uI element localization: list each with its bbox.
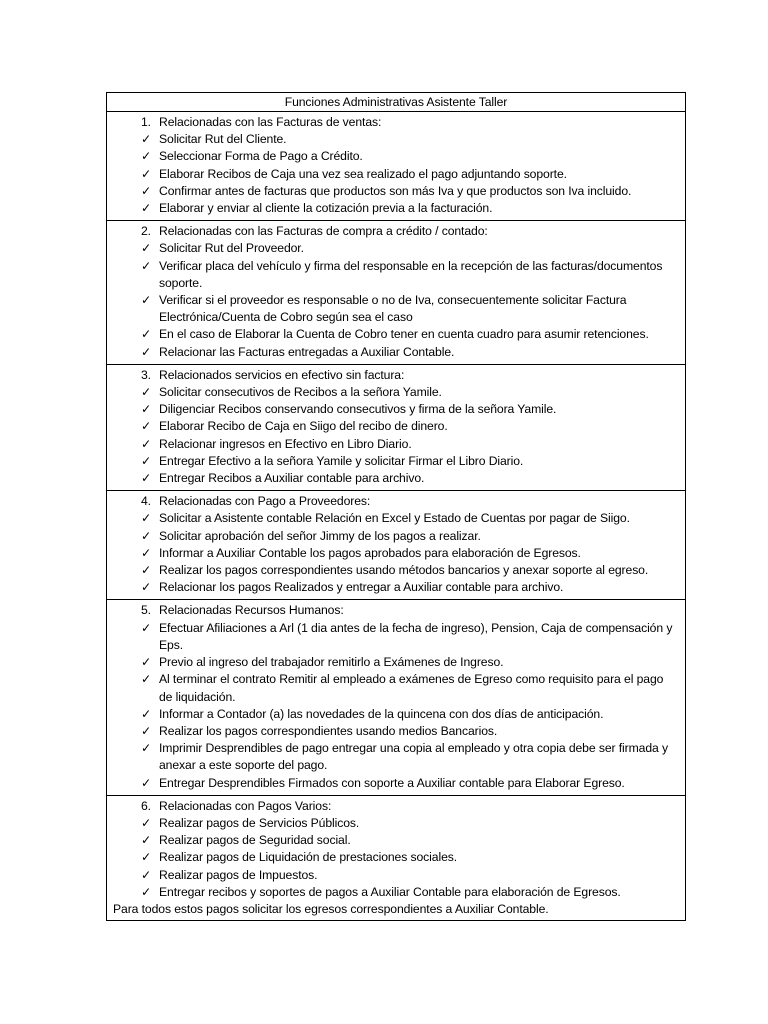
section-heading-text: Relacionados servicios en efectivo sin factura: — [159, 367, 405, 382]
section-cell — [107, 795, 686, 920]
list-item — [107, 723, 685, 740]
section-number: 1. — [141, 115, 151, 129]
list-item — [107, 815, 685, 832]
section-row — [107, 221, 686, 365]
list-item-text: Solicitar Rut del Cliente. — [159, 132, 287, 147]
checkmark-icon: ✓ — [141, 884, 152, 899]
list-item-text: Realizar pagos de Impuestos. — [159, 867, 318, 882]
checkmark-icon: ✓ — [141, 344, 152, 359]
section-heading — [107, 367, 685, 384]
section-row — [107, 491, 686, 600]
section-row — [107, 112, 686, 221]
section-heading-text: Relacionadas con Pagos Varios: — [159, 798, 332, 813]
list-item — [107, 775, 685, 792]
checkmark-icon: ✓ — [141, 436, 152, 451]
list-item-text: Efectuar Afiliaciones a Arl (1 dia antes de la fecha de ingreso), Pension, Caja de compensación y Eps. — [159, 620, 673, 652]
list-item — [107, 654, 685, 671]
section-heading-text: Relacionadas Recursos Humanos: — [159, 603, 344, 618]
checkmark-icon: ✓ — [141, 327, 152, 342]
title-row — [107, 93, 686, 112]
section-row — [107, 795, 686, 920]
list-item — [107, 326, 685, 343]
list-item — [107, 401, 685, 418]
list-item-text: Realizar los pagos correspondientes usando métodos bancarios y anexar soporte al egreso. — [159, 563, 649, 578]
checkmark-icon: ✓ — [141, 775, 152, 790]
section-row — [107, 600, 686, 795]
list-item — [107, 470, 685, 487]
section-heading-text: Relacionadas con las Facturas de ventas: — [159, 115, 382, 129]
checkmark-icon: ✓ — [141, 706, 152, 721]
checkmark-icon: ✓ — [141, 580, 152, 595]
section-cell — [107, 600, 686, 795]
list-item-text: Entregar Desprendibles Firmados con soporte a Auxiliar contable para Elaborar Egreso. — [159, 775, 625, 790]
list-item-text: Al terminar el contrato Remitir al empleado a exámenes de Egreso como requisito para el pago de liquidación. — [159, 672, 664, 704]
checkmark-icon: ✓ — [141, 545, 152, 560]
footer-note: Para todos estos pagos solicitar los egresos correspondientes a Auxiliar Contable. — [113, 901, 549, 916]
section-heading — [107, 223, 685, 240]
checkmark-icon: ✓ — [141, 471, 152, 486]
list-item — [107, 258, 685, 292]
section-number: 6. — [141, 798, 151, 813]
section-heading — [107, 798, 685, 815]
list-item-text: Imprimir Desprendibles de pago entregar una copia al empleado y otra copia debe ser firmada y anexar a este soporte del pago. — [159, 741, 668, 773]
list-item-text: Entregar recibos y soportes de pagos a Auxiliar Contable para elaboración de Egresos. — [159, 884, 621, 899]
list-item — [107, 545, 685, 562]
list-item-text: Realizar los pagos correspondientes usando medios Bancarios. — [159, 723, 498, 738]
list-item-text: Entregar Efectivo a la señora Yamile y solicitar Firmar el Libro Diario. — [159, 453, 524, 468]
list-item — [107, 832, 685, 849]
checkmark-icon: ✓ — [141, 201, 152, 216]
list-item — [107, 562, 685, 579]
checkmark-icon: ✓ — [141, 166, 152, 181]
list-item — [107, 240, 685, 257]
list-item — [107, 200, 685, 217]
checkmark-icon: ✓ — [141, 132, 152, 147]
list-item-text: En el caso de Elaborar la Cuenta de Cobro tener en cuenta cuadro para asumir retenciones. — [159, 327, 649, 342]
list-item-text: Verificar si el proveedor es responsable o no de Iva, consecuentemente solicitar Factura Electrónica/Cuenta de Cobro según sea el caso — [159, 293, 627, 325]
checkmark-icon: ✓ — [141, 741, 152, 756]
section-row — [107, 364, 686, 490]
list-item-text: Solicitar consecutivos de Recibos a la señora Yamile. — [159, 385, 442, 400]
list-item — [107, 528, 685, 545]
checkmark-icon: ✓ — [141, 620, 152, 635]
list-item — [107, 706, 685, 723]
list-item — [107, 453, 685, 470]
checkmark-icon: ✓ — [141, 867, 152, 882]
list-item-text: Previo al ingreso del trabajador remitirlo a Exámenes de Ingreso. — [159, 655, 504, 670]
checkmark-icon: ✓ — [141, 241, 152, 256]
section-heading-text: Relacionadas con las Facturas de compra a crédito / contado: — [159, 224, 488, 239]
list-item — [107, 867, 685, 884]
section-heading — [107, 493, 685, 510]
checkmark-icon: ✓ — [141, 815, 152, 830]
list-item — [107, 671, 685, 705]
checkmark-icon: ✓ — [141, 850, 152, 865]
section-cell — [107, 221, 686, 365]
checkmark-icon: ✓ — [141, 258, 152, 273]
table-title: Funciones Administrativas Asistente Taller — [107, 93, 686, 112]
checkmark-icon: ✓ — [141, 419, 152, 434]
list-item-text: Solicitar aprobación del señor Jimmy de los pagos a realizar. — [159, 528, 481, 543]
checkmark-icon: ✓ — [141, 453, 152, 468]
list-item-text: Realizar pagos de Liquidación de prestaciones sociales. — [159, 850, 458, 865]
section-cell — [107, 491, 686, 600]
list-item — [107, 436, 685, 453]
list-item-text: Solicitar a Asistente contable Relación en Excel y Estado de Cuentas por pagar de Siigo. — [159, 511, 630, 526]
list-item-text: Relacionar ingresos en Efectivo en Libro Diario. — [159, 436, 412, 451]
checkmark-icon: ✓ — [141, 723, 152, 738]
list-item — [107, 849, 685, 866]
section-heading — [107, 114, 685, 131]
list-item — [107, 131, 685, 148]
checkmark-icon: ✓ — [141, 293, 152, 308]
list-item-text: Relacionar las Facturas entregadas a Auxiliar Contable. — [159, 344, 455, 359]
checkmark-icon: ✓ — [141, 183, 152, 198]
checkmark-icon: ✓ — [141, 833, 152, 848]
section-cell — [107, 364, 686, 490]
section-number: 2. — [141, 224, 151, 239]
list-item-text: Realizar pagos de Servicios Públicos. — [159, 815, 360, 830]
section-heading — [107, 602, 685, 619]
list-item-text: Informar a Contador (a) las novedades de la quincena con dos días de anticipación. — [159, 706, 604, 721]
section-number: 5. — [141, 603, 151, 618]
list-item-text: Relacionar los pagos Realizados y entregar a Auxiliar contable para archivo. — [159, 580, 564, 595]
list-item-text: Seleccionar Forma de Pago a Crédito. — [159, 149, 363, 164]
list-item-text: Solicitar Rut del Proveedor. — [159, 241, 304, 256]
checkmark-icon: ✓ — [141, 528, 152, 543]
functions-table — [106, 92, 686, 921]
list-item — [107, 884, 685, 901]
list-item — [107, 384, 685, 401]
list-item — [107, 166, 685, 183]
list-item-text: Diligenciar Recibos conservando consecutivos y firma de la señora Yamile. — [159, 402, 557, 417]
list-item — [107, 344, 685, 361]
list-item — [107, 620, 685, 654]
checkmark-icon: ✓ — [141, 655, 152, 670]
section-cell — [107, 112, 686, 221]
list-item-text: Entregar Recibos a Auxiliar contable para archivo. — [159, 471, 425, 486]
checkmark-icon: ✓ — [141, 385, 152, 400]
list-item — [107, 418, 685, 435]
list-item — [107, 148, 685, 165]
list-item-text: Elaborar Recibo de Caja en Siigo del recibo de dinero. — [159, 419, 448, 434]
list-item-text: Verificar placa del vehículo y firma del responsable en la recepción de las facturas/documentos soporte. — [159, 258, 663, 290]
list-item-text: Realizar pagos de Seguridad social. — [159, 833, 351, 848]
list-item — [107, 740, 685, 774]
section-heading-text: Relacionadas con Pago a Proveedores: — [159, 494, 371, 509]
section-number: 4. — [141, 494, 151, 509]
list-item-text: Elaborar y enviar al cliente la cotización previa a la facturación. — [159, 201, 493, 216]
section-number: 3. — [141, 367, 151, 382]
list-item — [107, 292, 685, 326]
checkmark-icon: ✓ — [141, 149, 152, 164]
list-item-text: Informar a Auxiliar Contable los pagos aprobados para elaboración de Egresos. — [159, 545, 581, 560]
list-item-text: Elaborar Recibos de Caja una vez sea realizado el pago adjuntando soporte. — [159, 166, 567, 181]
list-item — [107, 579, 685, 596]
list-item-text: Confirmar antes de facturas que productos son más Iva y que productos son Iva incluido. — [159, 183, 632, 198]
checkmark-icon: ✓ — [141, 672, 152, 687]
checkmark-icon: ✓ — [141, 402, 152, 417]
list-item — [107, 510, 685, 527]
checkmark-icon: ✓ — [141, 511, 152, 526]
checkmark-icon: ✓ — [141, 563, 152, 578]
list-item — [107, 183, 685, 200]
